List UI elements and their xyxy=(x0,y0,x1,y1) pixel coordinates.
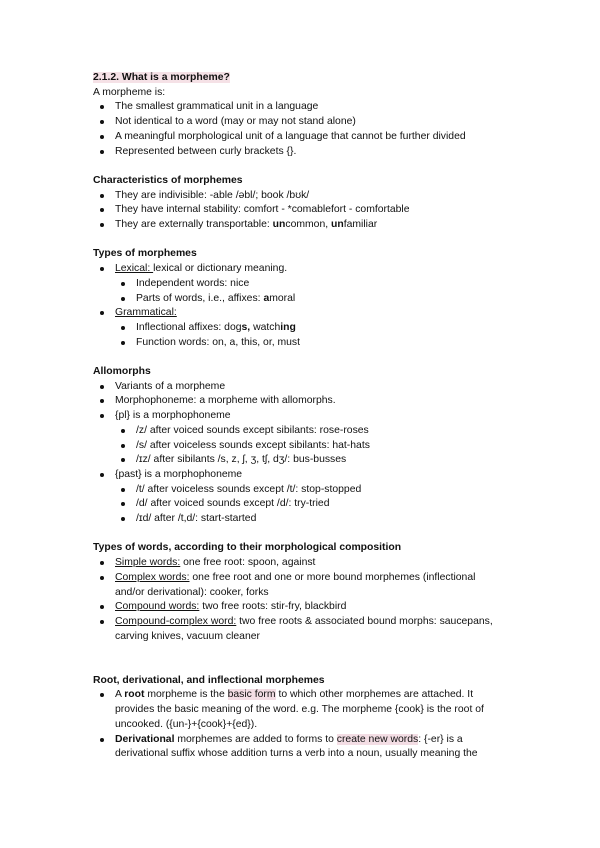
text-run: one free root: spoon, against xyxy=(180,557,316,569)
section-heading xyxy=(93,71,513,86)
sub-list-item xyxy=(93,453,513,468)
text-run: provides the basic meaning of the word. e.g. The morpheme {cook} is the root of xyxy=(115,704,484,716)
text-run: A xyxy=(115,689,125,701)
list-item xyxy=(93,145,513,160)
text-run: Types of morphemes xyxy=(93,248,197,260)
text-run: Allomorphs xyxy=(93,366,151,378)
section-heading xyxy=(93,541,513,556)
section xyxy=(93,247,513,350)
text-run: The smallest grammatical unit in a language xyxy=(115,101,319,113)
list-item xyxy=(93,556,513,571)
text-run: They are externally transportable: xyxy=(115,219,273,231)
bold-text: ing xyxy=(280,321,296,333)
list-item xyxy=(93,130,513,145)
section xyxy=(93,674,513,762)
text-run: They are indivisible: -able /əbl/; book /bʊk/ xyxy=(115,189,310,201)
text-run: lexical or dictionary meaning. xyxy=(153,263,288,275)
text-run: Morphophoneme: a morpheme with allomorphs. xyxy=(115,395,336,407)
text-run: A morpheme is: xyxy=(93,86,166,98)
text-run: /ɪz/ after sibilants /s, z, ʃ, ʒ, tʃ, dʒ/: bus-busses xyxy=(136,454,347,466)
text-run: /d/ after voiced sounds except /d/: try-tried xyxy=(136,498,330,510)
section-heading xyxy=(93,174,513,189)
text-run: Variants of a morpheme xyxy=(115,380,226,392)
text-run: Inflectional affixes: dog xyxy=(136,321,242,333)
text-run: /ɪd/ after /t,d/: start-started xyxy=(136,513,257,525)
text-run: Characteristics of morphemes xyxy=(93,174,243,186)
highlighted-text: 2.1.2. What is a morpheme? xyxy=(93,72,230,83)
list-item xyxy=(93,218,513,233)
underlined-label: Complex words: xyxy=(115,571,190,583)
text-run: They have internal stability: comfort - *comablefort - comfortable xyxy=(115,204,410,216)
list-item xyxy=(93,468,513,483)
section xyxy=(93,541,513,644)
highlighted-text: create new words xyxy=(336,733,419,745)
text-run: moral xyxy=(269,292,296,304)
section-heading xyxy=(93,247,513,262)
text-run: derivational suffix whose addition turns a verb into a noun, usually meaning the xyxy=(115,748,478,760)
text-run: Represented between curly brackets {}. xyxy=(115,145,297,157)
text-run: {pl} is a morphophoneme xyxy=(115,410,231,422)
text-run: {past} is a morphophoneme xyxy=(115,468,243,480)
list-item xyxy=(93,262,513,277)
sub-list-item xyxy=(93,424,513,439)
text-run: common, xyxy=(285,219,331,231)
text-run: one free root and one or more bound morphemes (inflectional xyxy=(189,571,476,583)
text-run: Not identical to a word (may or may not stand alone) xyxy=(115,116,356,128)
underlined-label: Grammatical: xyxy=(115,307,177,319)
text-run: Independent words: nice xyxy=(136,277,250,289)
sub-list-item xyxy=(93,512,513,527)
bold-text: Derivational xyxy=(115,733,175,745)
underlined-label: Lexical: xyxy=(115,263,154,275)
text-run: /z/ after voiced sounds except sibilants: rose-roses xyxy=(136,424,369,436)
text-run: and/or derivational): cooker, forks xyxy=(115,586,269,598)
underlined-label: Compound words: xyxy=(115,601,200,613)
section-heading xyxy=(93,674,513,689)
underlined-label: Compound-complex word: xyxy=(115,615,237,627)
list-item xyxy=(93,189,513,204)
sub-list-item xyxy=(93,483,513,498)
list-item xyxy=(93,409,513,424)
bold-text: s, xyxy=(241,321,251,333)
section xyxy=(93,365,513,527)
list-item xyxy=(93,733,513,762)
list-item xyxy=(93,600,513,615)
section-heading xyxy=(93,365,513,380)
document-page xyxy=(93,71,513,777)
list-item xyxy=(93,306,513,321)
sub-list-item xyxy=(93,292,513,307)
text-run: Types of words, according to their morphological composition xyxy=(93,542,402,554)
list-item xyxy=(93,203,513,218)
bold-text: root xyxy=(124,689,145,701)
text-run: Parts of words, i.e., affixes: xyxy=(136,292,264,304)
text-run: two free roots: stir-fry, blackbird xyxy=(199,601,347,613)
text-run: A meaningful morphological unit of a language that cannot be further divided xyxy=(115,130,466,142)
text-run: to which other morphemes are attached. It xyxy=(275,689,474,701)
bold-text: a xyxy=(263,292,270,304)
list-item xyxy=(93,394,513,409)
text-run: Root, derivational, and inflectional morphemes xyxy=(93,674,325,686)
list-item xyxy=(93,115,513,130)
text-run: /s/ after voiceless sounds except sibilants: hat-hats xyxy=(136,439,370,451)
list-item xyxy=(93,571,513,600)
text-run: familiar xyxy=(343,219,378,231)
bold-text: un xyxy=(272,219,286,231)
sub-list-item xyxy=(93,277,513,292)
section xyxy=(93,174,513,233)
text-run: watch xyxy=(250,321,281,333)
bold-text: un xyxy=(331,219,344,231)
underlined-label: Simple words: xyxy=(115,557,181,569)
text-run: uncooked. ({un-}+{cook}+{ed}). xyxy=(115,718,258,730)
sub-list-item xyxy=(93,321,513,336)
section xyxy=(93,71,513,159)
sub-list-item xyxy=(93,336,513,351)
text-run: two free roots & associated bound morphs: saucepans, xyxy=(236,615,493,627)
sub-list-item xyxy=(93,439,513,454)
list-item xyxy=(93,615,513,644)
highlighted-text: basic form xyxy=(227,689,276,701)
list-item xyxy=(93,688,513,732)
list-item xyxy=(93,100,513,115)
text-run: morphemes are added to forms to xyxy=(174,733,337,745)
sub-list-item xyxy=(93,497,513,512)
text-run: Function words: on, a, this, or, must xyxy=(136,336,301,348)
text-run: /t/ after voiceless sounds except /t/: stop-stopped xyxy=(136,483,362,495)
text-run: : {-er} is a xyxy=(418,733,463,745)
list-item xyxy=(93,380,513,395)
intro-text xyxy=(93,86,513,101)
text-run: morpheme is the xyxy=(144,689,228,701)
text-run: carving knives, vacuum cleaner xyxy=(115,630,260,642)
